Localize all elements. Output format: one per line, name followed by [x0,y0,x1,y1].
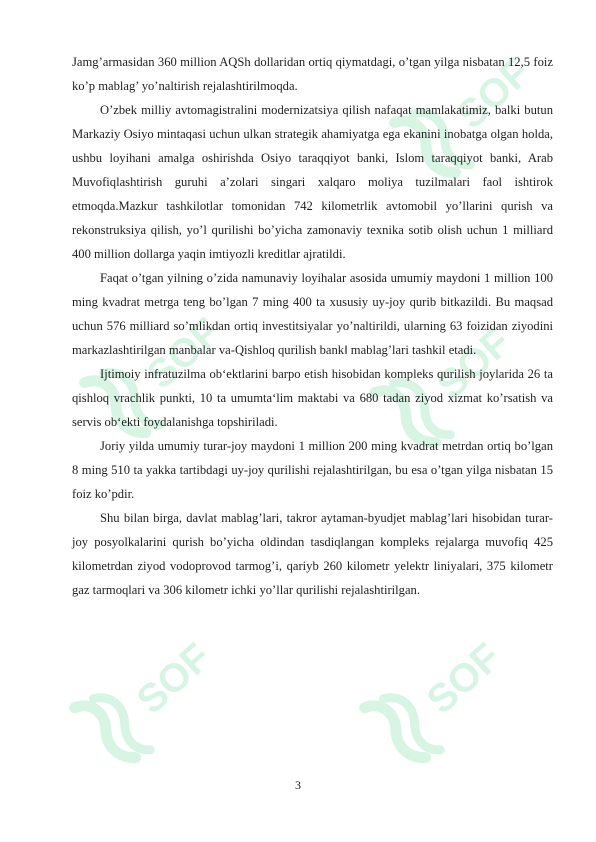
watermark-text: SOF [428,319,520,408]
page-number: 3 [295,778,301,792]
watermark-bottom-left [75,618,230,769]
paragraph-highway-modernization: O’zbek milliy avtomagistralini modernizatsiya qilish nafaqat mamlakatimiz, balki butun Markaziy Osiyo mintaqasi uchun ulkan strategik ahamiyatga ega ekanini inobatga olgan holda, ushbu loyihani amalga oshirishda Osiyo taraqqiyot banki, Islom taraqqiyot banki, Arab Muvofiqlashtirish guruhi a’zolari singari xalqaro moliya tuzilmalari faol ishtirok etmoqda.Mazkur tashkilotlar tomonidan 742 kilometrlik avtomobil yo’llarini qurish va rekonstruksiya qilish, yo’l qurilishi bo’yicha zamonaviy texnika sotib olish uchun 1 milliard 400 million dollarga yaqin imtiyozli kreditlar ajratildi. [72,103,553,261]
paragraph-housing-this-year: Joriy yilda umumiy turar-joy maydoni 1 million 200 ming kvadrat metrdan ortiq bo’lgan 8 ming 510 ta yakka tartibdagi uy-joy qurilishi rejalashtirilgan, bu esa o’tgan yilga nisbatan 15 foiz ko’pdir. [72,439,553,501]
watermark-text: SOF [138,309,230,398]
paragraph-continuation: Jamg’armasidan 360 million AQSh dollaridan ortiq qiymatdagi, o’tgan yilga nisbatan 12,5 foiz ko’p mablag’ yo’naltirish rejalashtirilmoqda. [72,55,553,93]
watermark-text: SOF [418,634,510,723]
watermark-text: SOF [128,634,220,723]
paragraph-social-infrastructure: Ijtimoiy infratuzilma ob‘ektlarini barpo etish hisobidan kompleks qurilish joylarida 26 ta qishloq vrachlik punkti, 10 ta umumta‘lim maktabi va 680 tadan ziyod xizmat ko’rsatish va servis ob‘ekti foydalanishga topshiriladi. [72,367,553,429]
paragraph-housing-last-year: Faqat o’tgan yilning o’zida namunaviy loyihalar asosida umumiy maydoni 1 million 100 ming kvadrat metrga teng bo’lgan 7 ming 400 ta xususiy uy-joy qurib bitkazildi. Bu maqsad uchun 576 milliard so’mlikdan ortiq investitsiyalar yo’naltirildi, ularning 63 foizidan ziyodini markazlashtirilgan manbalar va-Qishloq qurilish bank‖ mablag’lari tashkil etadi. [72,271,553,357]
watermark-logo-icon [75,685,155,768]
watermark-text: SOF [448,49,540,138]
watermark-logo-icon [365,685,445,768]
watermark-bottom-right [365,618,520,769]
paragraph-utility-networks: Shu bilan birga, davlat mablag’lari, takror aytaman-byudjet mablag’lari hisobidan turar-joy posyolkalarini qurish bo’yicha oldindan tasdiqlangan kompleks rejalarga muvofiq 425 kilometrdan ziyod vodoprovod tarmog’i, qariyb 260 kilometr yelektr liniyalari, 375 kilometr gaz tarmoqlari va 306 kilometr ichki yo’llar qurilishi rejalashtirilgan. [72,511,553,597]
body-text [72,50,553,602]
